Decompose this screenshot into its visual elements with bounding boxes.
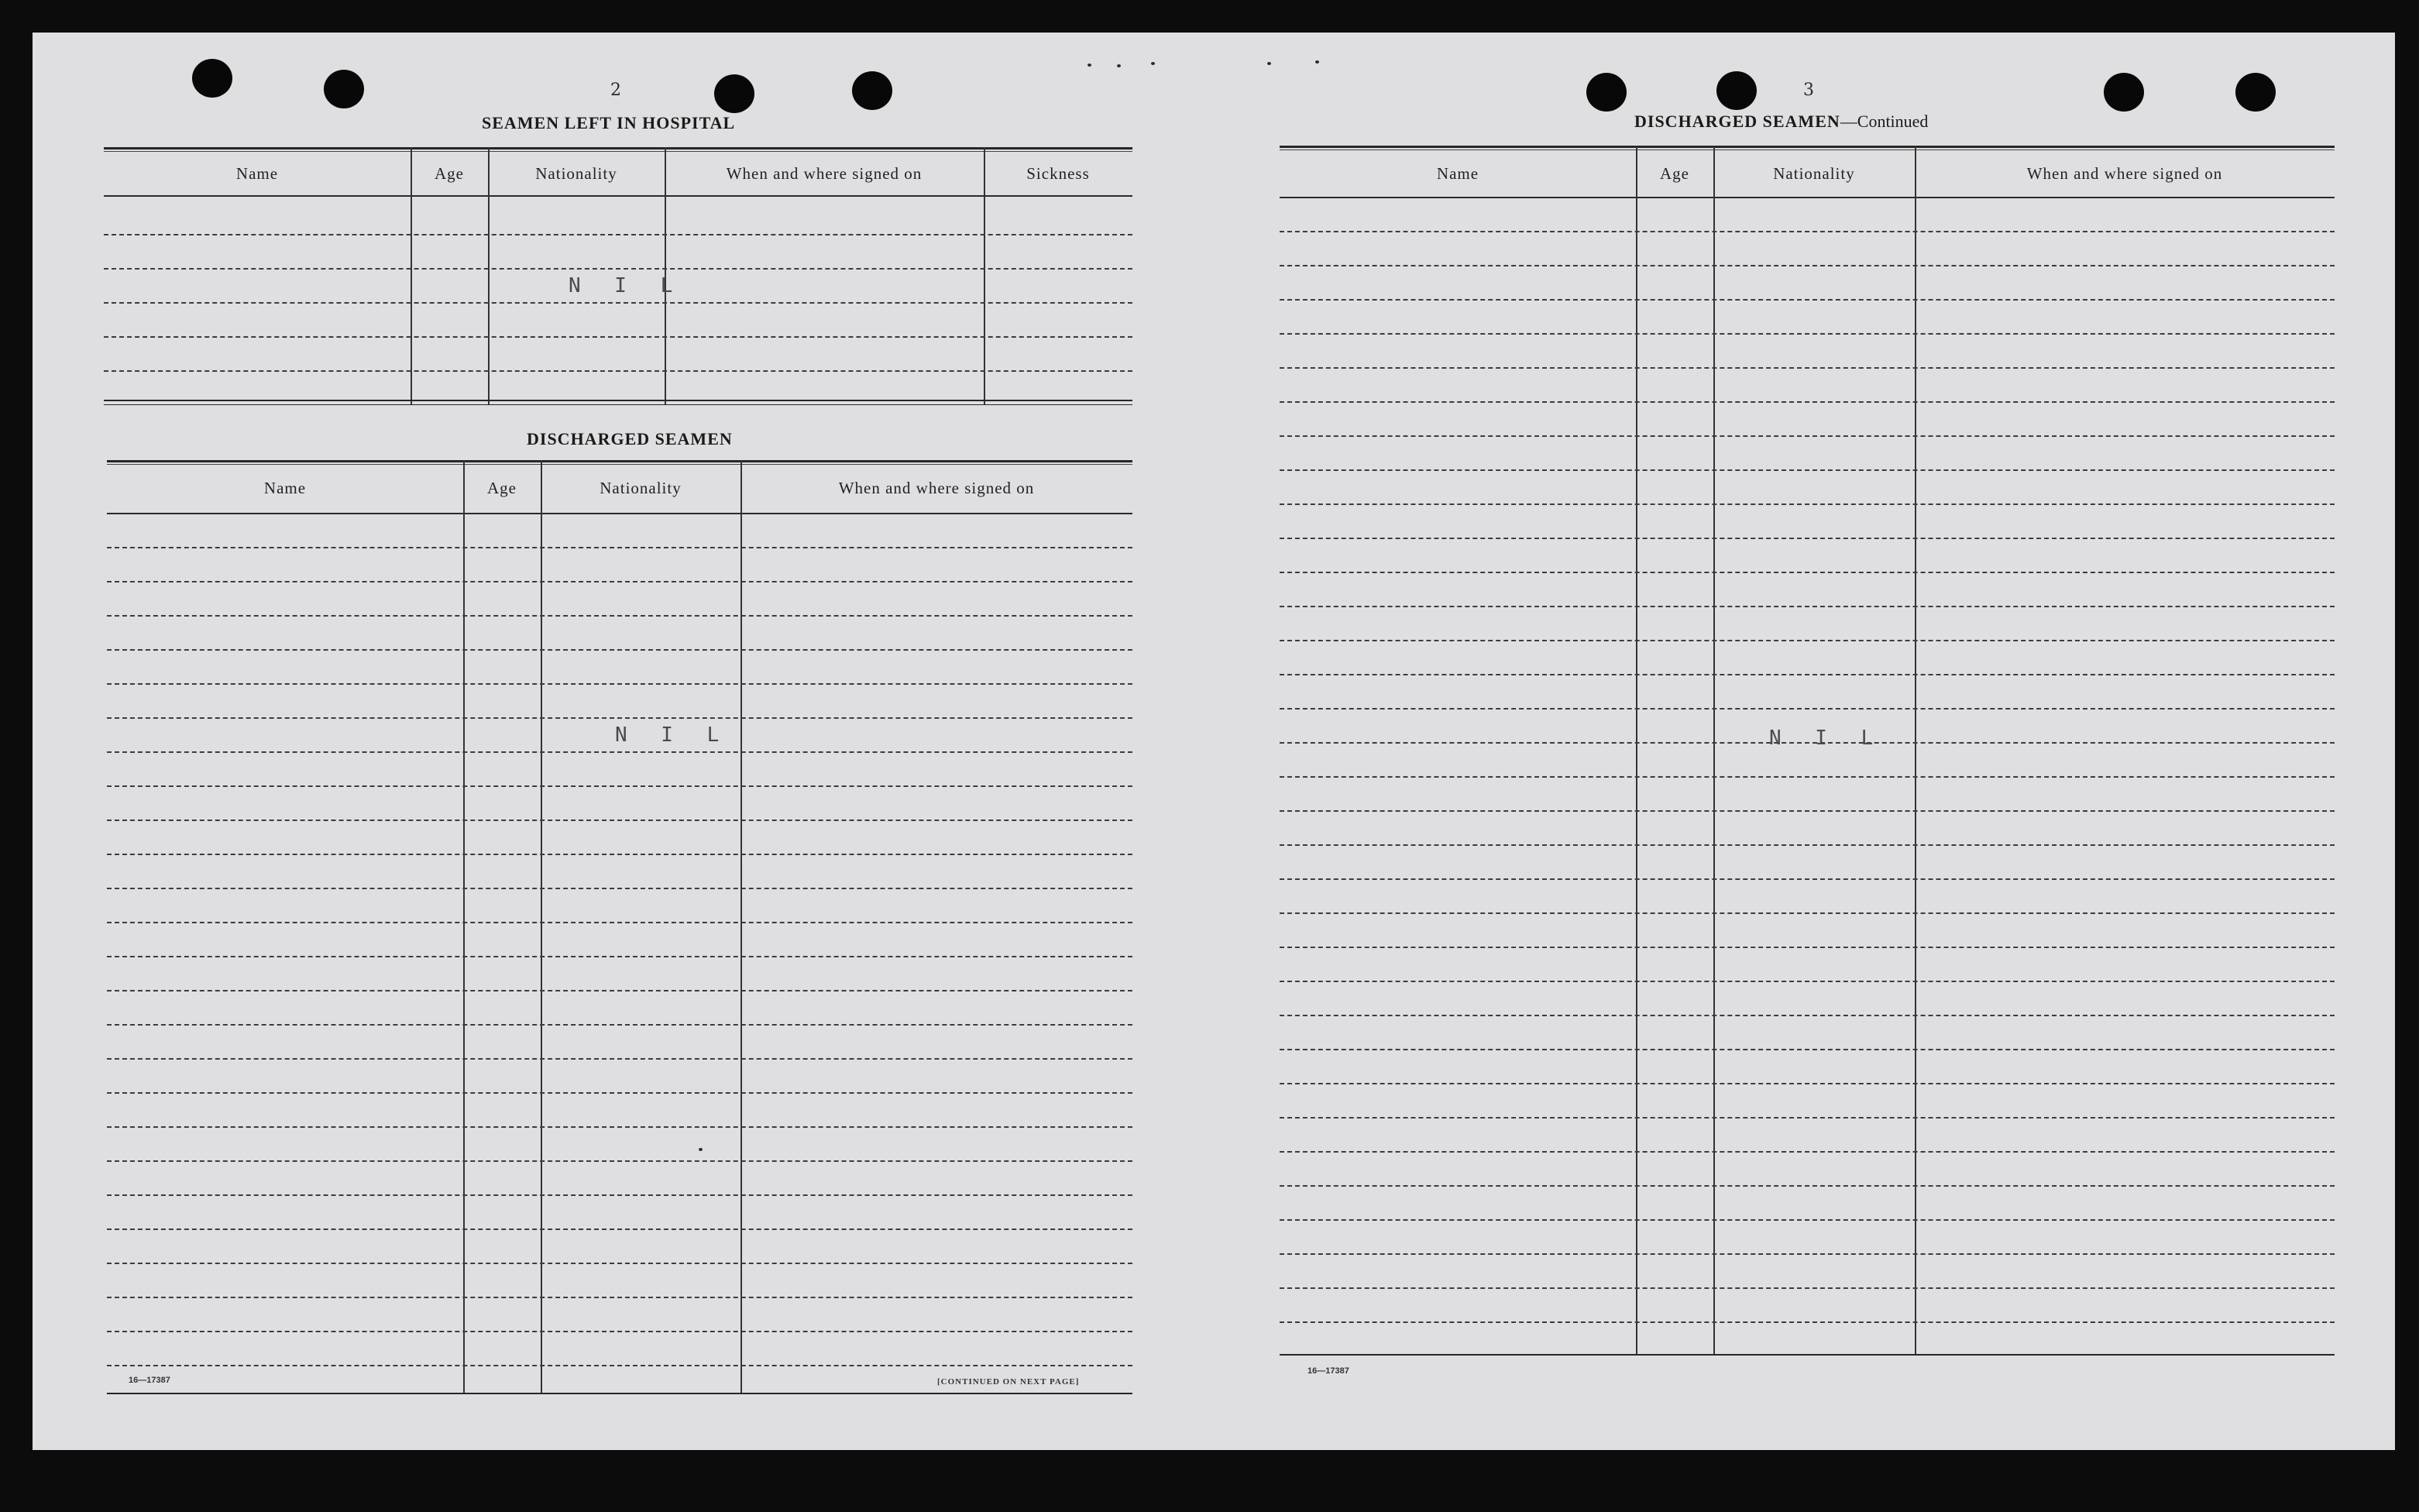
discharged-continued-title-suffix: —Continued bbox=[1840, 112, 1929, 131]
discharged-col-signed-on: When and where signed on bbox=[838, 479, 1035, 497]
discharged-nil-entry-left: N I L bbox=[615, 723, 730, 747]
hospital-col-name: Name bbox=[235, 164, 279, 183]
punch-hole bbox=[324, 70, 364, 108]
punch-hole bbox=[2104, 73, 2144, 112]
discharged-col-age: Age bbox=[487, 479, 517, 497]
hospital-section-title: SEAMEN LEFT IN HOSPITAL bbox=[482, 113, 736, 132]
page-number-right: 3 bbox=[1803, 81, 1814, 100]
form-number-right: 16—17387 bbox=[1307, 1366, 1349, 1376]
paper-speck bbox=[1315, 60, 1319, 64]
hospital-col-sickness: Sickness bbox=[1026, 164, 1090, 183]
continued-col-nationality: Nationality bbox=[1773, 164, 1855, 183]
continued-col-age: Age bbox=[1660, 164, 1689, 183]
punch-hole bbox=[1586, 73, 1627, 112]
hospital-nil-entry: N I L bbox=[569, 274, 684, 297]
discharged-section-title: DISCHARGED SEAMEN bbox=[527, 429, 733, 448]
form-number-left: 16—17387 bbox=[129, 1376, 170, 1385]
discharged-table-left bbox=[107, 460, 1132, 1396]
hospital-col-age: Age bbox=[435, 164, 464, 183]
discharged-nil-entry-right: N I L bbox=[1769, 727, 1885, 750]
discharged-col-name: Name bbox=[263, 479, 307, 497]
hospital-row-line bbox=[104, 336, 1132, 338]
page-number-left: 2 bbox=[610, 81, 621, 100]
paper-speck bbox=[1267, 62, 1271, 65]
hospital-row-line bbox=[104, 234, 1132, 235]
ledger-sheet bbox=[33, 33, 2395, 1450]
punch-hole bbox=[2235, 73, 2276, 112]
hospital-col-signed-on: When and where signed on bbox=[726, 164, 923, 183]
hospital-row-line bbox=[104, 302, 1132, 304]
discharged-continued-title bbox=[1634, 112, 1928, 132]
paper-speck bbox=[1088, 64, 1091, 67]
continued-col-name: Name bbox=[1436, 164, 1479, 183]
hospital-col-nationality: Nationality bbox=[535, 164, 617, 183]
punch-hole bbox=[1716, 71, 1757, 110]
discharged-continued-title-main: DISCHARGED SEAMEN bbox=[1634, 112, 1840, 131]
continued-col-signed-on: When and where signed on bbox=[2026, 164, 2223, 183]
discharged-table-right bbox=[1280, 146, 2335, 1357]
hospital-row-line bbox=[104, 370, 1132, 372]
continued-note: [CONTINUED ON NEXT PAGE] bbox=[937, 1377, 1080, 1387]
discharged-col-nationality: Nationality bbox=[600, 479, 682, 497]
paper-speck bbox=[1117, 64, 1121, 67]
punch-hole bbox=[714, 74, 754, 113]
hospital-row-line bbox=[104, 268, 1132, 270]
paper-speck bbox=[1151, 62, 1155, 65]
punch-hole bbox=[192, 59, 232, 98]
punch-hole bbox=[852, 71, 892, 110]
